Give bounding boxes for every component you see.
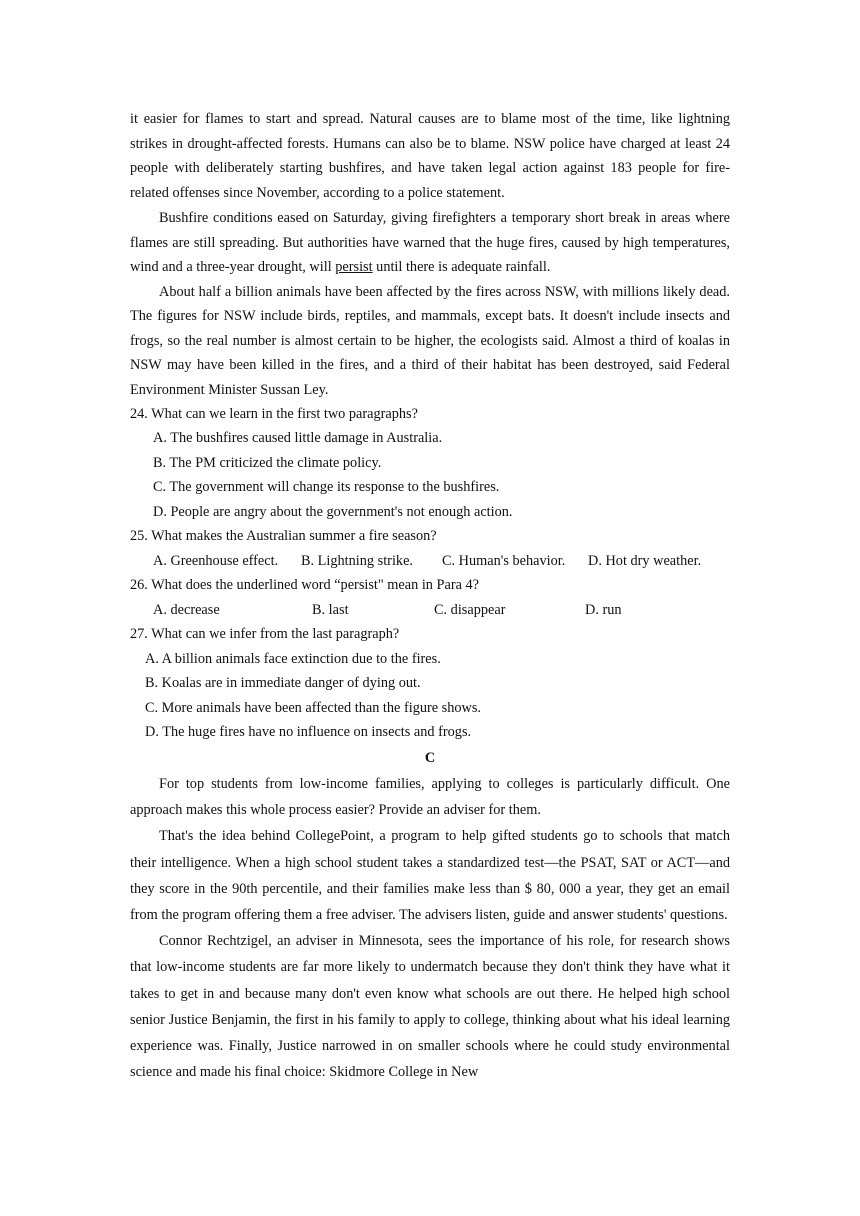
passage-b-paragraph-2 — [130, 206, 730, 280]
question-26-option-a: A. decrease — [153, 601, 220, 618]
question-26-option-c: C. disappear — [434, 601, 506, 618]
question-27-option-c: C. More animals have been affected than the figure shows. — [145, 699, 481, 716]
question-25-stem: 25. What makes the Australian summer a fire season? — [130, 528, 437, 545]
question-25-options — [130, 549, 730, 574]
question-25-option-d: D. Hot dry weather. — [588, 552, 702, 569]
question-26-option-d: D. run — [585, 601, 622, 618]
question-25-option-c: C. Human's behavior. — [442, 552, 566, 569]
question-26-options — [130, 598, 730, 623]
paragraph-2-text-after: until there is adequate rainfall. — [372, 259, 551, 276]
question-24-option-b: B. The PM criticized the climate policy. — [153, 454, 382, 471]
question-25-option-a: A. Greenhouse effect. — [153, 552, 279, 569]
page-content — [130, 107, 730, 1085]
paragraph-2-text-before: Bushfire conditions eased on Saturday, giving firefighters a temporary short break in areas where flames are still spreading. But authorities have warned that the huge fires, caused by high temperatures, wind and a three-year drought, will — [130, 209, 730, 276]
section-c-heading: C — [424, 749, 436, 766]
question-24-option-d: D. People are angry about the government's not enough action. — [153, 503, 513, 520]
question-27-option-a: A. A billion animals face extinction due to the fires. — [145, 650, 441, 667]
question-24-stem: 24. What can we learn in the first two paragraphs? — [130, 405, 418, 422]
passage-b-paragraph-3: About half a billion animals have been affected by the fires across NSW, with millions likely dead. The figures for NSW include birds, reptiles, and mammals, except bats. It doesn't include insects and frogs, so the real number is almost certain to be higher, the ecologists said. Almost a third of koalas in NSW may have been killed in the fires, and a third of their habitat has been destroyed, said Federal Environment Minister Sussan Ley. — [130, 283, 730, 398]
question-27-option-d: D. The huge fires have no influence on insects and frogs. — [145, 724, 472, 741]
underlined-word-persist: persist — [335, 259, 373, 276]
question-26-stem: 26. What does the underlined word “persist" mean in Para 4? — [130, 577, 479, 594]
question-24-option-c: C. The government will change its response to the bushfires. — [153, 479, 500, 496]
question-26-option-b: B. last — [312, 601, 349, 618]
passage-b-paragraph-1: it easier for flames to start and spread. Natural causes are to blame most of the time, like lightning strikes in drought-affected forests. Humans can also be to blame. NSW police have charged at least 24 people with deliberately starting bushfires, and have taken legal action against 183 people for fire-related offenses since November, according to a police statement. — [130, 111, 730, 202]
section-c-paragraph-2: That's the idea behind CollegePoint, a program to help gifted students go to schools that match their intelligence. When a high school student takes a standardized test—the PSAT, SAT or ACT—and they score in the 90th percentile, and their families make less than $ 80, 000 a year, they get an email from the program offering them a free adviser. The advisers listen, guide and answer students' questions. — [130, 828, 730, 923]
question-27-option-b: B. Koalas are in immediate danger of dying out. — [145, 675, 421, 692]
section-c-paragraph-1: For top students from low-income families, applying to colleges is particularly difficult. One approach makes this whole process easier? Provide an adviser for them. — [130, 775, 730, 819]
question-27-stem: 27. What can we infer from the last paragraph? — [130, 626, 400, 643]
question-24-option-a: A. The bushfires caused little damage in Australia. — [153, 430, 443, 447]
section-c-paragraph-3: Connor Rechtzigel, an adviser in Minnesota, sees the importance of his role, for research shows that low-income students are far more likely to undermatch because they don't think they have what it takes to get in and because many don't even know what schools are out there. He helped high school senior Justice Benjamin, the first in his family to apply to college, thinking about what his ideal learning experience was. Finally, Justice narrowed in on smaller schools where he could study environmental science and made his final choice: Skidmore College in New — [130, 933, 730, 1081]
question-25-option-b: B. Lightning strike. — [301, 552, 413, 569]
